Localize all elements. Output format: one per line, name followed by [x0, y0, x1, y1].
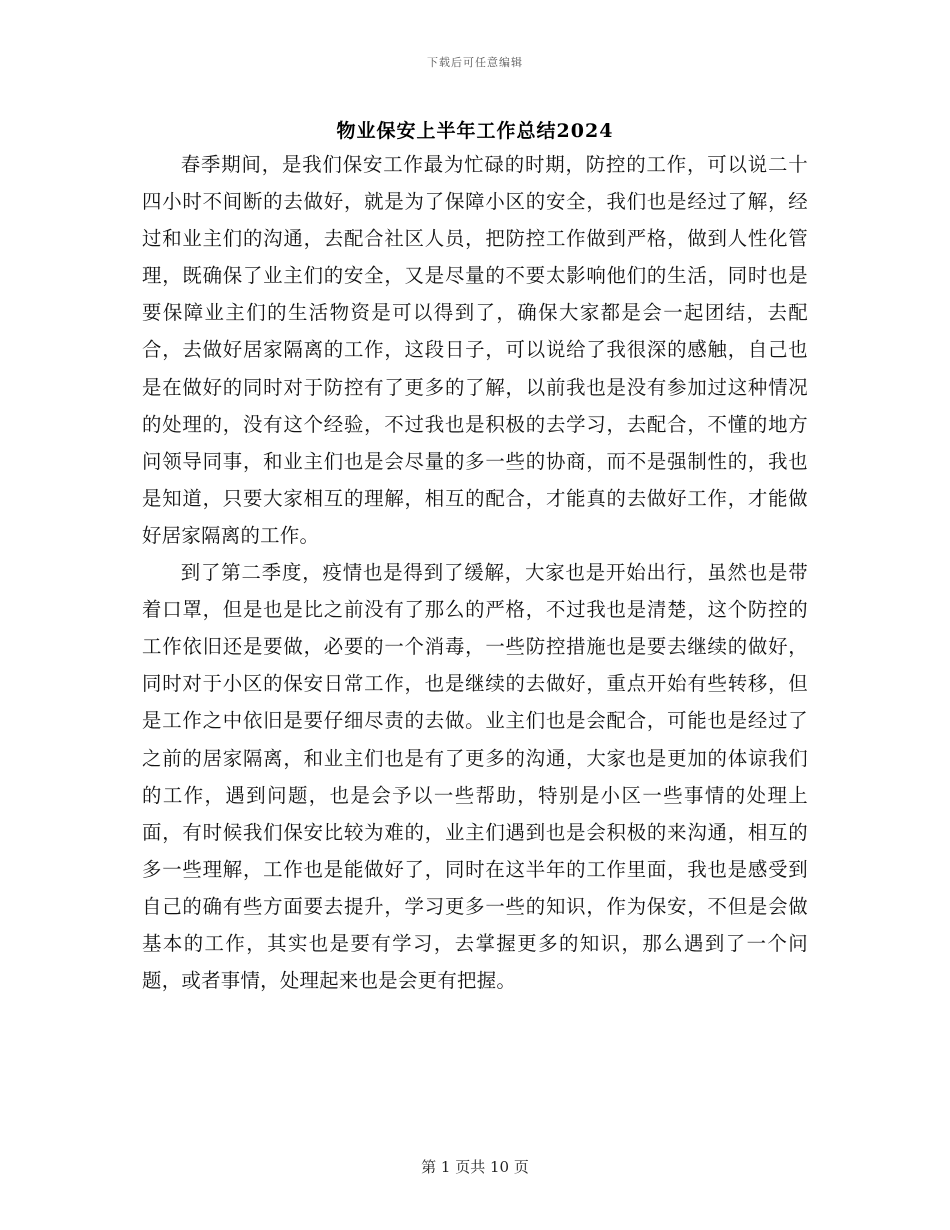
document-title: 物业保安上半年工作总结2024 [336, 120, 614, 142]
document-body [142, 146, 808, 999]
paragraph-1: 春季期间，是我们保安工作最为忙碌的时期，防控的工作，可以说二十四小时不间断的去做好，就是为了保障小区的安全，我们也是经过了解，经过和业主们的沟通，去配合社区人员，把防控工作做到严格，做到人性化管理，既确保了业主们的安全，又是尽量的不要太影响他们的生活，同时也是要保障业主们的生活物资是可以得到了，确保大家都是会一起团结，去配合，去做好居家隔离的工作，这段日子，可以说给了我很深的感触，自己也是在做好的同时对于防控有了更多的了解，以前我也是没有参加过这种情况的处理的，没有这个经验，不过我也是积极的去学习，去配合，不懂的地方问领导同事，和业主们也是会尽量的多一些的协商，而不是强制性的，我也是知道，只要大家相互的理解，相互的配合，才能真的去做好工作，才能做好居家隔离的工作。 [142, 153, 808, 547]
header-note: 下载后可任意编辑 [427, 56, 523, 69]
paragraph-2: 到了第二季度，疫情也是得到了缓解，大家也是开始出行，虽然也是带着口罩，但是也是比之前没有了那么的严格，不过我也是清楚，这个防控的工作依旧还是要做，必要的一个消毒，一些防控措施也是要去继续的做好，同时对于小区的保安日常工作，也是继续的去做好，重点开始有些转移，但是工作之中依旧是要仔细尽责的去做。业主们也是会配合，可能也是经过了之前的居家隔离，和业主们也是有了更多的沟通，大家也是更加的体谅我们的工作，遇到问题，也是会予以一些帮助，特别是小区一些事情的处理上面，有时候我们保安比较为难的，业主们遇到也是会积极的来沟通，相互的多一些理解，工作也是能做好了，同时在这半年的工作里面，我也是感受到自己的确有些方面要去提升，学习更多一些的知识，作为保安，不但是会做基本的工作，其实也是要有学习，去掌握更多的知识，那么遇到了一个问题，或者事情，处理起来也是会更有把握。 [142, 561, 808, 993]
page-footer: 第 1 页共 10 页 [421, 1158, 529, 1176]
